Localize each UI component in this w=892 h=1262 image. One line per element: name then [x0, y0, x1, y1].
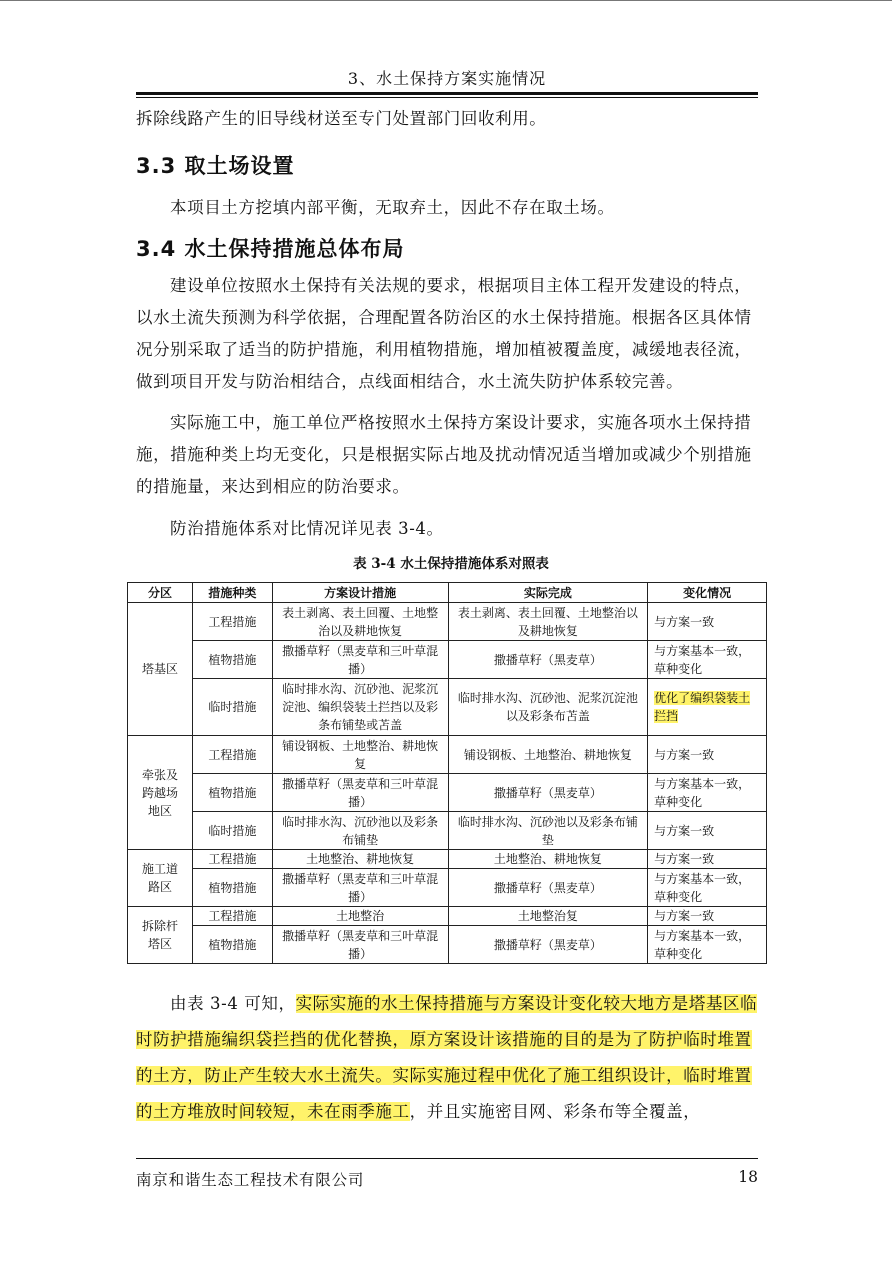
- top-border: [0, 0, 892, 1]
- design-cell: 临时排水沟、沉砂池、泥浆沉淀池、编织袋装土拦挡以及彩条布铺垫或苫盖: [272, 679, 448, 736]
- design-cell: 撒播草籽（黑麦草和三叶草混播）: [272, 869, 448, 907]
- col-header: 变化情况: [648, 583, 767, 603]
- table-row: [128, 679, 767, 736]
- measure-type-cell: 临时措施: [192, 812, 272, 850]
- footer-rule: [136, 1158, 758, 1159]
- zone-cell: 施工道路区: [128, 850, 193, 907]
- measure-type-cell: 植物措施: [192, 641, 272, 679]
- change-cell: 与方案一致: [648, 812, 767, 850]
- footer-company: 南京和谐生态工程技术有限公司: [136, 1171, 365, 1189]
- paragraph-0: 拆除线路产生的旧导线材送至专门处置部门回收利用。: [136, 109, 547, 128]
- change-cell: 与方案基本一致，草种变化: [648, 641, 767, 679]
- table-row: [128, 641, 767, 679]
- actual-cell: 撒播草籽（黑麦草）: [448, 926, 648, 964]
- col-header: 方案设计措施: [272, 583, 448, 603]
- table-row: [128, 812, 767, 850]
- measures-comparison-table: [127, 582, 767, 964]
- table-row: [128, 907, 767, 926]
- design-cell: 撒播草籽（黑麦草和三叶草混播）: [272, 641, 448, 679]
- actual-cell: 表土剥离、表土回覆、土地整治以及耕地恢复: [448, 603, 648, 641]
- actual-cell: 撒播草籽（黑麦草）: [448, 774, 648, 812]
- design-cell: 土地整治: [272, 907, 448, 926]
- design-cell: 土地整治、耕地恢复: [272, 850, 448, 869]
- col-header: 实际完成: [448, 583, 648, 603]
- paragraph-5-lead: 由表 3-4 可知，: [170, 994, 296, 1013]
- measure-type-cell: 临时措施: [192, 679, 272, 736]
- measure-type-cell: 工程措施: [192, 850, 272, 869]
- paragraph-3: 实际施工中，施工单位严格按照水土保持方案设计要求，实施各项水土保持措施，措施种类上均无变化，只是根据实际占地及扰动情况适当增加或减少个别措施的措施量，来达到相应的防治要求。: [136, 413, 752, 496]
- table-caption: 表 3-4 水土保持措施体系对照表: [353, 556, 549, 572]
- paragraph-2: 建设单位按照水土保持有关法规的要求，根据项目主体工程开发建设的特点，以水土流失预测为科学依据，合理配置各防治区的水土保持措施。根据各区具体情况分别采取了适当的防护措施，利用植物措施，增加植被覆盖度，减缓地表径流，做到项目开发与防治相结合，点线面相结合，水土流失防护体系较完善。: [136, 276, 752, 391]
- zone-cell: 拆除杆塔区: [128, 907, 193, 964]
- change-cell: 与方案一致: [648, 850, 767, 869]
- page-number: 18: [738, 1168, 758, 1186]
- measure-type-cell: 植物措施: [192, 869, 272, 907]
- change-cell: [648, 679, 767, 736]
- design-cell: 撒播草籽（黑麦草和三叶草混播）: [272, 926, 448, 964]
- paragraph-1: 本项目土方挖填内部平衡，无取弃土，因此不存在取土场。: [170, 198, 615, 217]
- measure-type-cell: 工程措施: [192, 736, 272, 774]
- section-heading-3-4: 3.4 水土保持措施总体布局: [136, 237, 405, 261]
- paragraph-5-tail: ，并且实施密目网、彩条布等全覆盖，: [409, 1102, 701, 1121]
- actual-cell: 铺设钢板、土地整治、耕地恢复: [448, 736, 648, 774]
- change-cell: 与方案基本一致，草种变化: [648, 774, 767, 812]
- measure-type-cell: 植物措施: [192, 926, 272, 964]
- actual-cell: 撒播草籽（黑麦草）: [448, 869, 648, 907]
- highlighted-change-text: 优化了编织袋装土拦挡: [654, 691, 751, 723]
- paragraph-4: 防治措施体系对比情况详见表 3-4。: [170, 519, 444, 538]
- table-row: [128, 926, 767, 964]
- col-header: 措施种类: [192, 583, 272, 603]
- actual-cell: 土地整治、耕地恢复: [448, 850, 648, 869]
- actual-cell: 临时排水沟、沉砂池、泥浆沉淀池以及彩条布苫盖: [448, 679, 648, 736]
- table-row: [128, 774, 767, 812]
- col-header: 分区: [128, 583, 193, 603]
- change-cell: 与方案一致: [648, 603, 767, 641]
- table-row: [128, 869, 767, 907]
- table-row: [128, 850, 767, 869]
- paragraph-5: [136, 986, 766, 1130]
- design-cell: 铺设钢板、土地整治、耕地恢复: [272, 736, 448, 774]
- actual-cell: 土地整治复: [448, 907, 648, 926]
- measure-type-cell: 工程措施: [192, 907, 272, 926]
- header-rule-thick: [136, 92, 758, 95]
- table-row: [128, 603, 767, 641]
- design-cell: 撒播草籽（黑麦草和三叶草混播）: [272, 774, 448, 812]
- actual-cell: 临时排水沟、沉砂池以及彩条布铺垫: [448, 812, 648, 850]
- table-header-row: [128, 583, 767, 603]
- highlighted-text: 实际实施的水土保持措施与方案设计变化较大地方是塔基区临时防护措施编织袋拦挡的优化替换，原方案设计该措施的目的是为了防护临时堆置的土方，防止产生较大水土流失。实际实施过程中优化了施工组织设计，临时堆置的土方堆放时间较短，未在雨季施工: [136, 994, 758, 1121]
- change-cell: 与方案一致: [648, 907, 767, 926]
- measure-type-cell: 植物措施: [192, 774, 272, 812]
- change-cell: 与方案基本一致，草种变化: [648, 869, 767, 907]
- design-cell: 临时排水沟、沉砂池以及彩条布铺垫: [272, 812, 448, 850]
- section-heading-3-3: 3.3 取土场设置: [136, 154, 295, 178]
- table-row: [128, 736, 767, 774]
- zone-cell: 牵张及跨越场地区: [128, 736, 193, 850]
- design-cell: 表土剥离、表土回覆、土地整治以及耕地恢复: [272, 603, 448, 641]
- header-rule-thin: [136, 97, 758, 98]
- change-cell: 与方案一致: [648, 736, 767, 774]
- actual-cell: 撒播草籽（黑麦草）: [448, 641, 648, 679]
- measure-type-cell: 工程措施: [192, 603, 272, 641]
- change-cell: 与方案基本一致，草种变化: [648, 926, 767, 964]
- zone-cell: 塔基区: [128, 603, 193, 736]
- page-header: 3、水土保持方案实施情况: [347, 69, 547, 88]
